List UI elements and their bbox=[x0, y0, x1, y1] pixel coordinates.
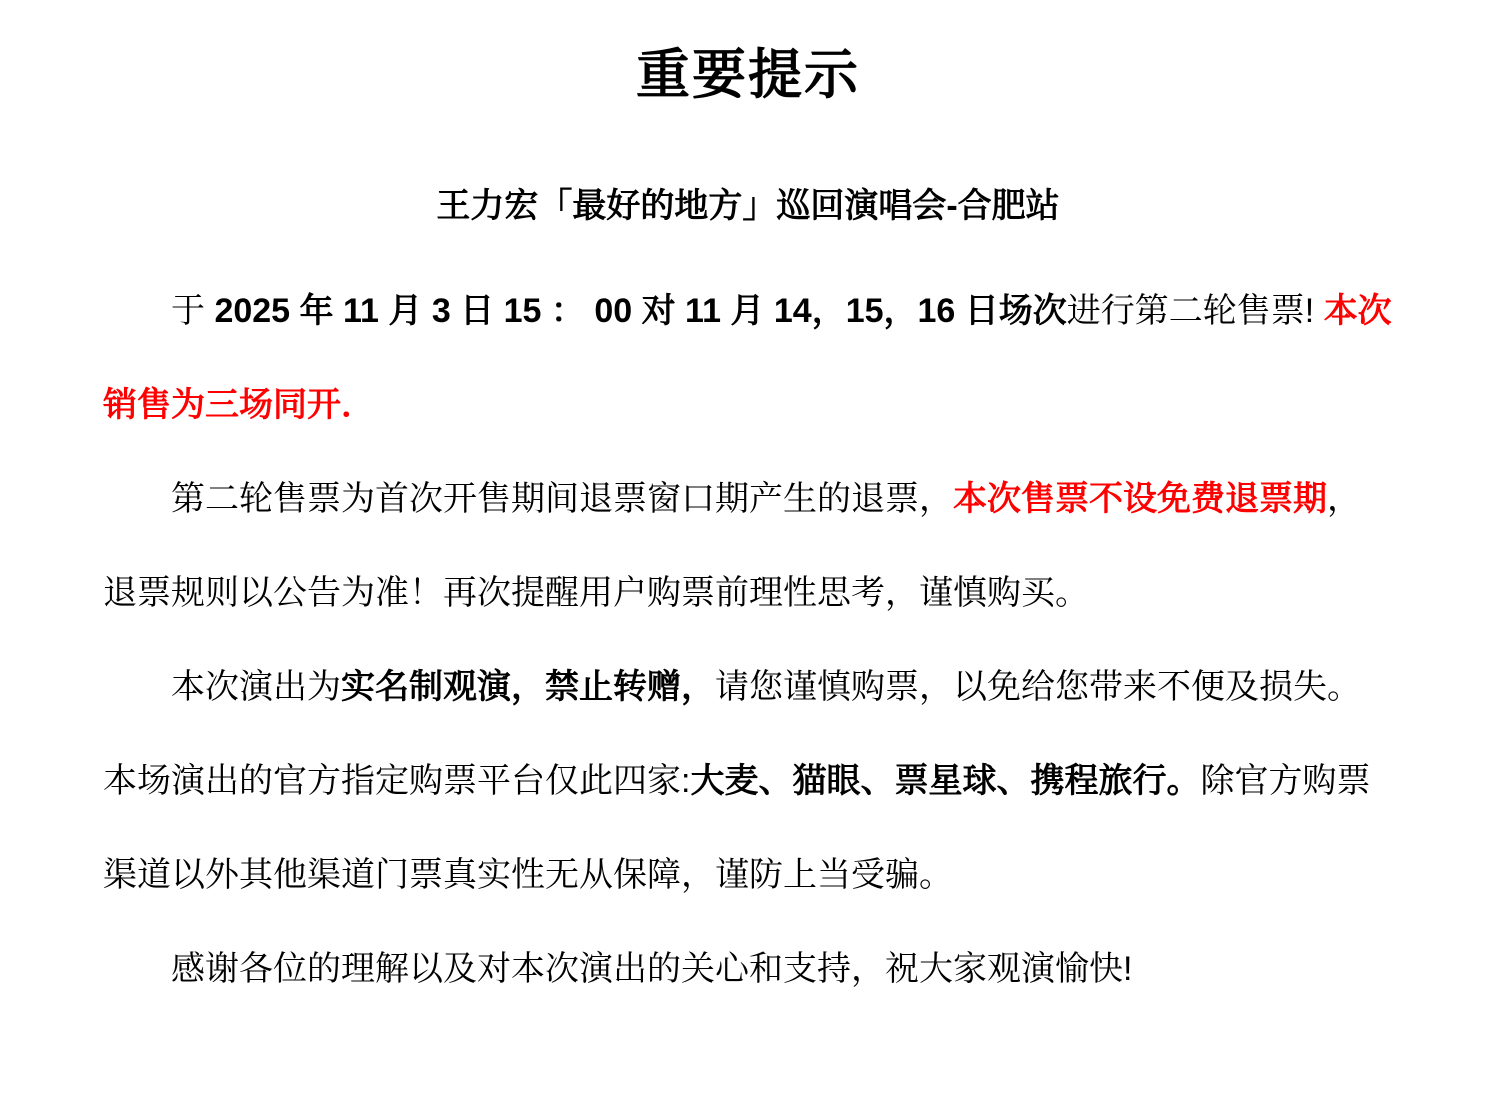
text-run-official-platforms: 大麦、猫眼、票星球、携程旅行。 bbox=[690, 762, 1201, 800]
text-run-emphasis-no-free-refund: 本次售票不设免费退票期 bbox=[953, 480, 1327, 518]
text-run: 本次演出为 bbox=[171, 668, 341, 706]
paragraph-second-round-sale bbox=[103, 264, 1393, 452]
event-title: 王力宏「最好的地方」巡回演唱会-合肥站 bbox=[436, 187, 1060, 225]
text-run: ，退票规则以公告为准！再次提醒用户购票前理性思考，谨慎购买。 bbox=[103, 480, 1361, 612]
notice-body bbox=[103, 264, 1393, 1016]
text-run: 请您谨慎购票，以免给您带来不便及损失。本场演出的官方指定购票平台仅此四家: bbox=[103, 668, 1361, 800]
text-run: 于 bbox=[171, 292, 215, 330]
text-run-sale-datetime: 2025 年 11 月 3 日 15 ： 00 对 11 月 14，15，16 日场次 bbox=[214, 292, 1067, 330]
text-run: 进行第二轮售票! bbox=[1066, 292, 1324, 330]
paragraph-thanks bbox=[103, 922, 1393, 1016]
text-run-emphasis-three-shows: 本次销售为三场同开． bbox=[103, 292, 1392, 424]
text-run-real-name-rule: 实名制观演，禁止转赠， bbox=[341, 668, 715, 706]
paragraph-refund-policy bbox=[103, 452, 1393, 640]
text-run: 第二轮售票为首次开售期间退票窗口期产生的退票， bbox=[171, 480, 953, 518]
text-run: 除官方购票渠道以外其他渠道门票真实性无从保障，谨防上当受骗。 bbox=[103, 762, 1371, 894]
page-title: 重要提示 bbox=[636, 45, 860, 105]
text-run: 感谢各位的理解以及对本次演出的关心和支持，祝大家观演愉快! bbox=[171, 950, 1133, 988]
paragraph-real-name-and-platforms bbox=[103, 640, 1393, 922]
